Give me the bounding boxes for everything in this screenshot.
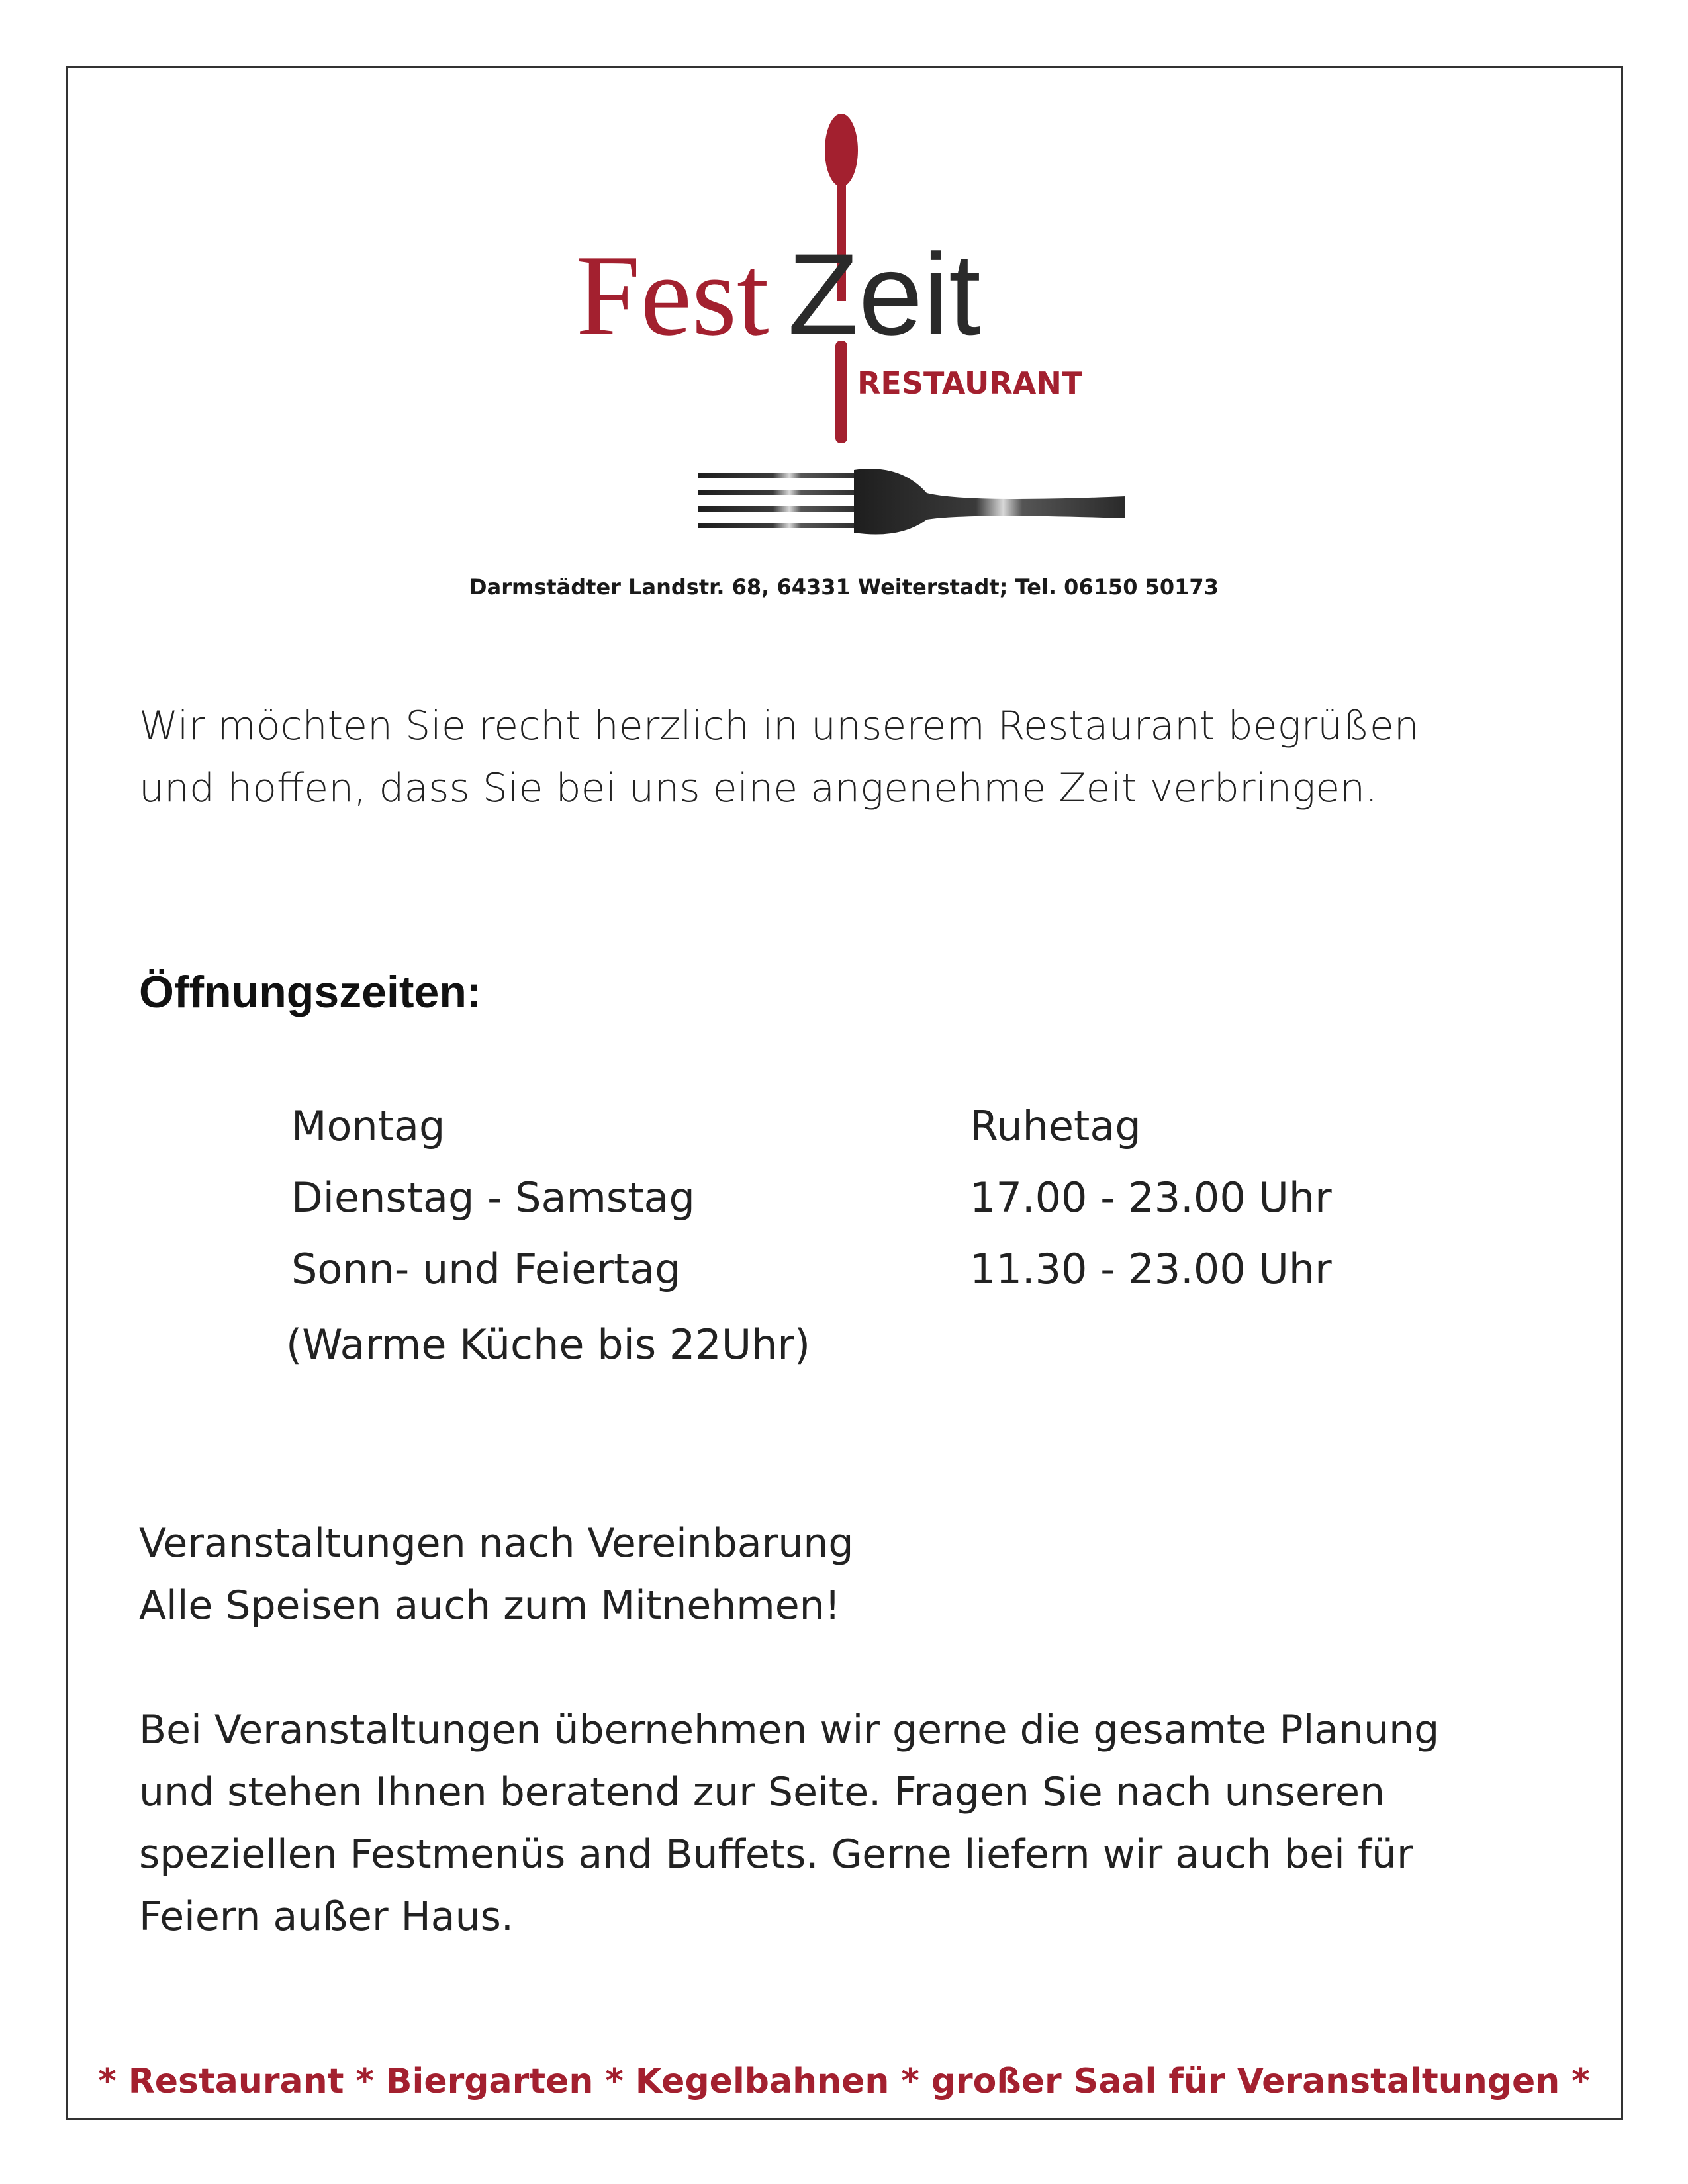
address-line: Darmstädter Landstr. 68, 64331 Weiterstadt; Tel. 06150 50173 [469,574,1219,600]
intro-line: Wir möchten Sie recht herzlich in unserem Restaurant begrüßen [139,703,1419,749]
logo-name-fest: Fest [576,231,769,359]
hours-day: Montag [291,1102,445,1150]
events-line: Alle Speisen auch zum Mitnehmen! [139,1582,841,1629]
hours-row [291,1245,1417,1316]
hours-day: Sonn- und Feiertag [291,1245,681,1293]
intro-line: und hoffen, dass Sie bei uns eine angenehme Zeit verbringen. [139,765,1378,811]
planning-line: Feiern außer Haus. [139,1893,514,1940]
hours-day: Dienstag - Samstag [291,1173,695,1222]
footer-features: * Restaurant * Biergarten * Kegelbahnen * großer Saal für Veranstaltungen * [98,2062,1590,2101]
planning-text [139,1699,1595,1948]
intro-text [139,695,1562,819]
opening-hours-title: Öffnungszeiten: [139,967,482,1017]
hours-row [291,1102,1417,1173]
planning-line: speziellen Festmenüs and Buffets. Gerne liefern wir auch bei für [139,1831,1413,1878]
hours-time: 17.00 - 23.00 Uhr [970,1173,1332,1222]
logo-name-zeit: Zeit [788,230,981,359]
logo-subtitle: RESTAURANT [857,365,1083,401]
hours-row [291,1173,1417,1245]
events-line: Veranstaltungen nach Vereinbarung [139,1520,854,1567]
hours-time: Ruhetag [970,1102,1141,1150]
fork-icon [698,469,1125,534]
hours-time: 11.30 - 23.00 Uhr [970,1245,1332,1293]
opening-hours-table [291,1102,1417,1316]
planning-line: Bei Veranstaltungen übernehmen wir gerne die gesamte Planung [139,1707,1440,1753]
spoon-icon [825,114,858,187]
kitchen-note: (Warme Küche bis 22Uhr) [286,1320,811,1369]
festzeit-logo [569,103,1132,566]
events-text [139,1512,1562,1637]
planning-line: und stehen Ihnen beratend zur Seite. Fragen Sie nach unseren [139,1769,1385,1815]
